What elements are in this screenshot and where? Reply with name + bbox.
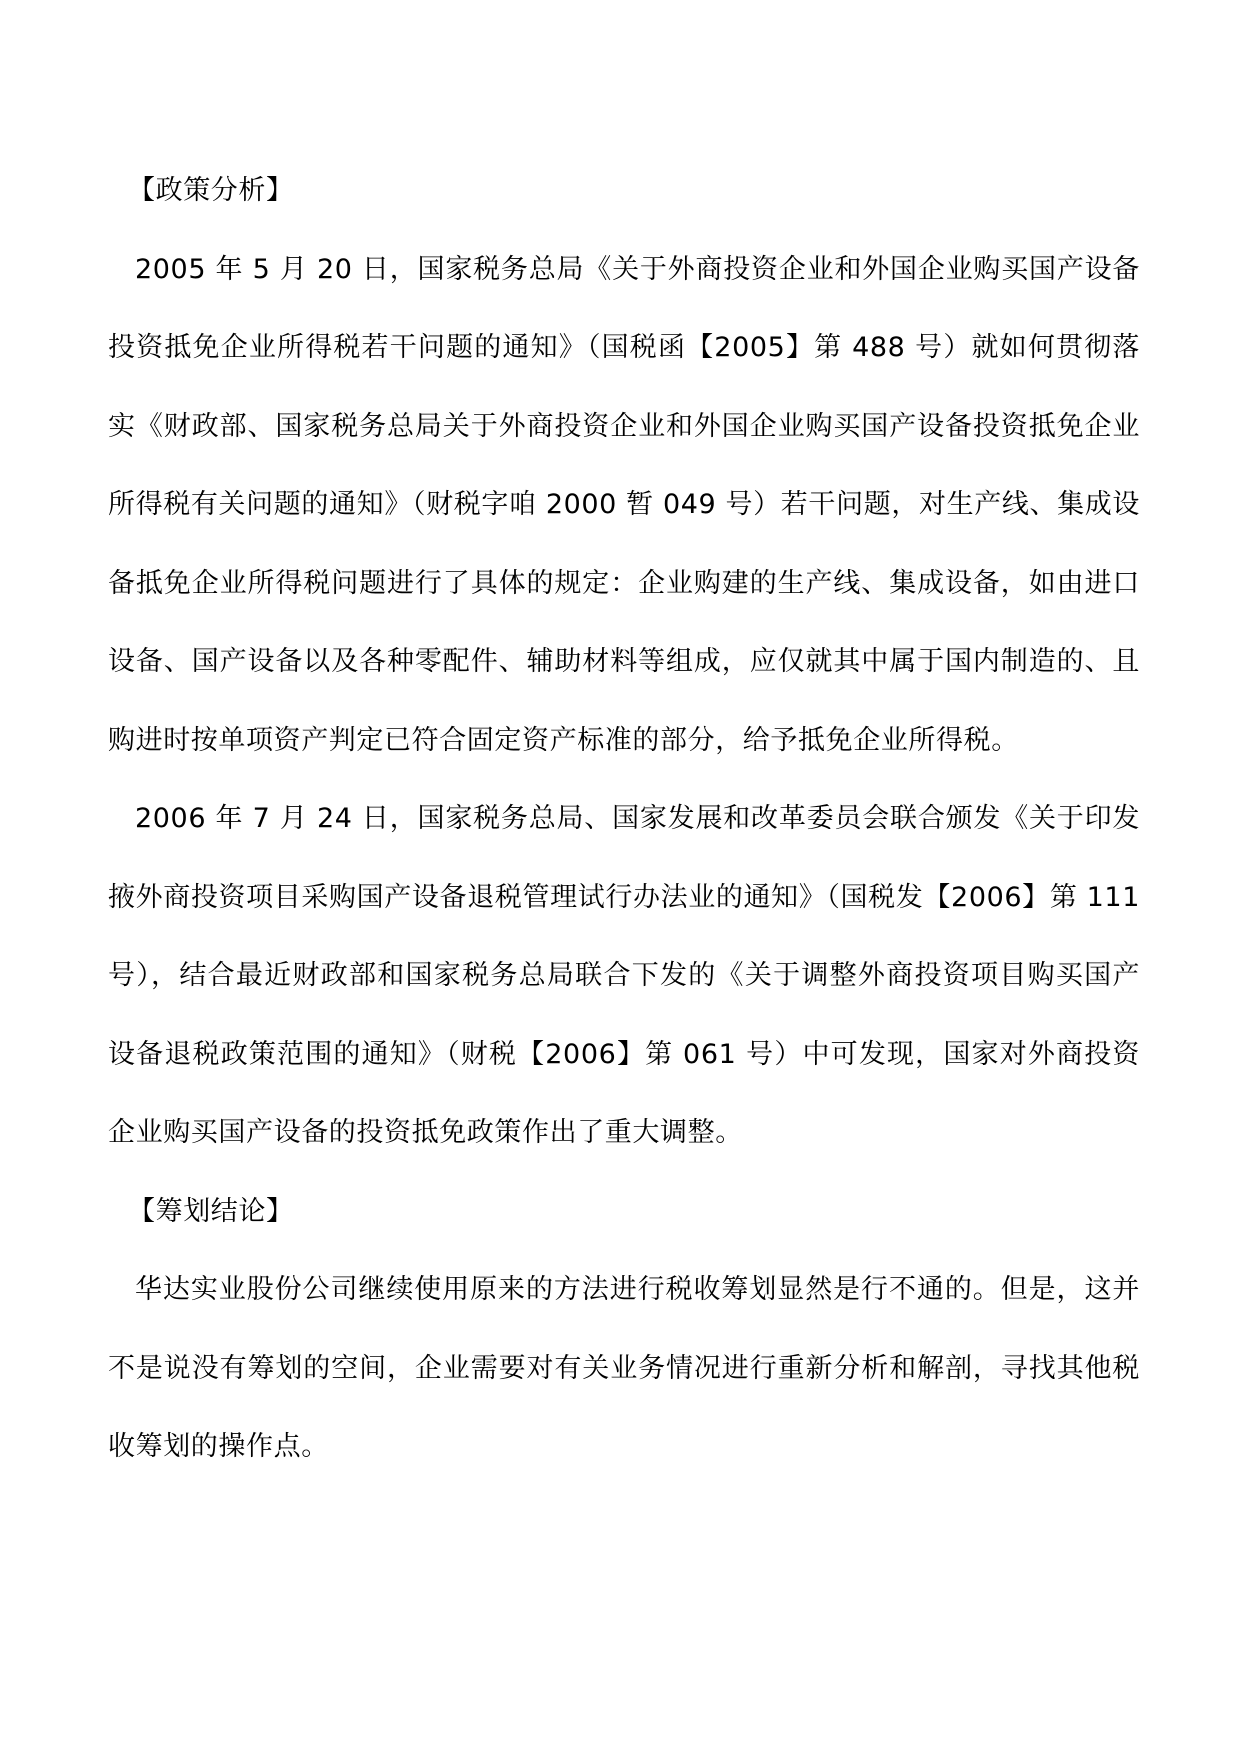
section-heading-policy-analysis: 【政策分析】 bbox=[128, 175, 294, 206]
paragraph-2005-notice: 2005 年 5 月 20 日，国家税务总局《关于外商投资企业和外国企业购买国产设备投资抵免企业所得税若干问题的通知》（国税函【2005】第 488 号）就如何贯彻落实《财政部、国家税务总局关于外商投资企业和外国企业购买国产设备投资抵免企业所得税有关问题的通知》（财税字咱 2000 暂 049 号）若干问题，对生产线、集成设备抵免企业所得税问题进行了具体的规定：企业购建的生产线、集成设备，如由进口设备、国产设备以及各种零配件、辅助材料等组成，应仅就其中属于国内制造的、且购进时按单项资产判定已符合固定资产标准的部分，给予抵免企业所得税。 bbox=[108, 253, 1140, 756]
document-body bbox=[108, 152, 1140, 1487]
paragraph-conclusion: 华达实业股份公司继续使用原来的方法进行税收筹划显然是行不通的。但是，这并不是说没有筹划的空间，企业需要对有关业务情况进行重新分析和解剖，寻找其他税收筹划的操作点。 bbox=[108, 1274, 1140, 1462]
section-heading-planning-conclusion: 【筹划结论】 bbox=[128, 1195, 294, 1227]
paragraph-2006-notice: 2006 年 7 月 24 日，国家税务总局、国家发展和改革委员会联合颁发《关于印发掖外商投资项目采购国产设备退税管理试行办法业的通知》（国税发【2006】第 111 号），结合最近财政部和国家税务总局联合下发的《关于调整外商投资项目购买国产设备退税政策范围的通知》（财税【2006】第 061 号）中可发现，国家对外商投资企业购买国产设备的投资抵免政策作出了重大调整。 bbox=[108, 803, 1140, 1148]
